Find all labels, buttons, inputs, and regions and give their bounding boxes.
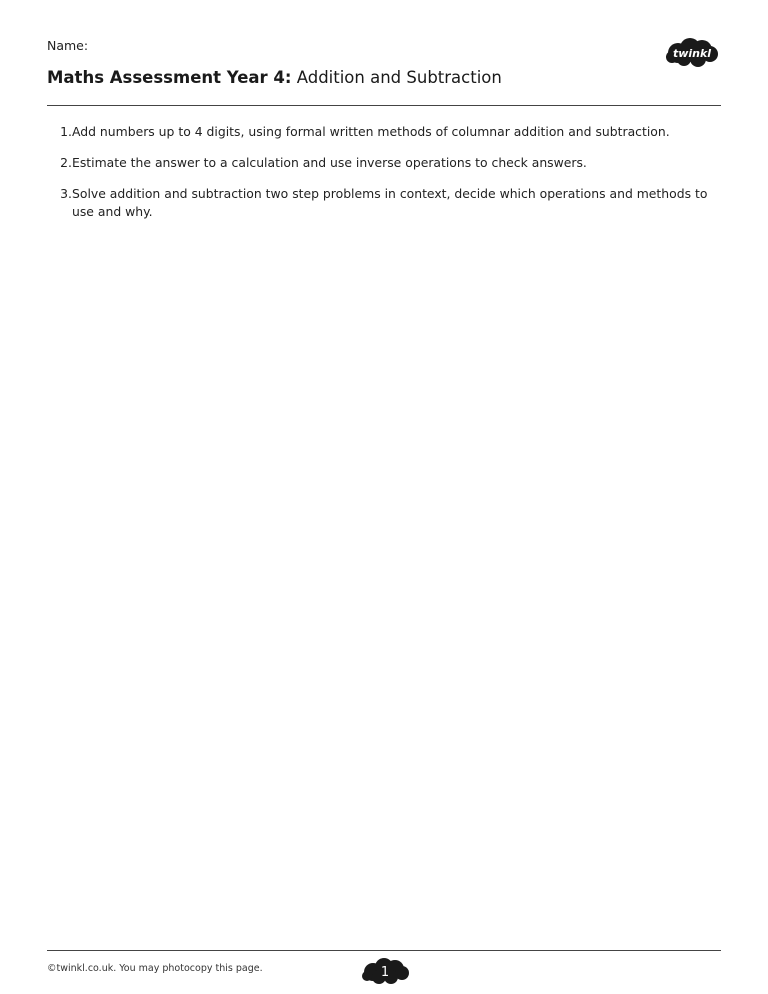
name-label: Name: [47, 38, 89, 53]
objective-number: 1. [60, 124, 72, 139]
objective-text: Add numbers up to 4 digits, using formal written methods of columnar addition and subtraction. [72, 124, 670, 139]
footer-divider [47, 950, 721, 951]
objective-item [47, 123, 721, 141]
objective-item [47, 185, 721, 221]
objective-text: Solve addition and subtraction two step problems in context, decide which operations and methods to use and why. [72, 186, 708, 219]
page-number: 1 [380, 965, 390, 980]
objectives-list [47, 123, 721, 234]
twinkl-logo [664, 36, 720, 68]
page-title [47, 68, 502, 87]
logo-text: twinkl [672, 47, 712, 60]
page-number-cloud [359, 956, 411, 986]
objective-item [47, 154, 721, 172]
objective-text: Estimate the answer to a calculation and use inverse operations to check answers. [72, 155, 587, 170]
title-bold: Maths Assessment Year 4: [47, 68, 292, 87]
title-rest: Addition and Subtraction [291, 68, 502, 87]
copyright-notice: ©twinkl.co.uk. You may photocopy this page. [47, 963, 263, 974]
header-divider [47, 105, 721, 106]
objective-number: 2. [60, 155, 72, 170]
objective-number: 3. [60, 186, 72, 201]
